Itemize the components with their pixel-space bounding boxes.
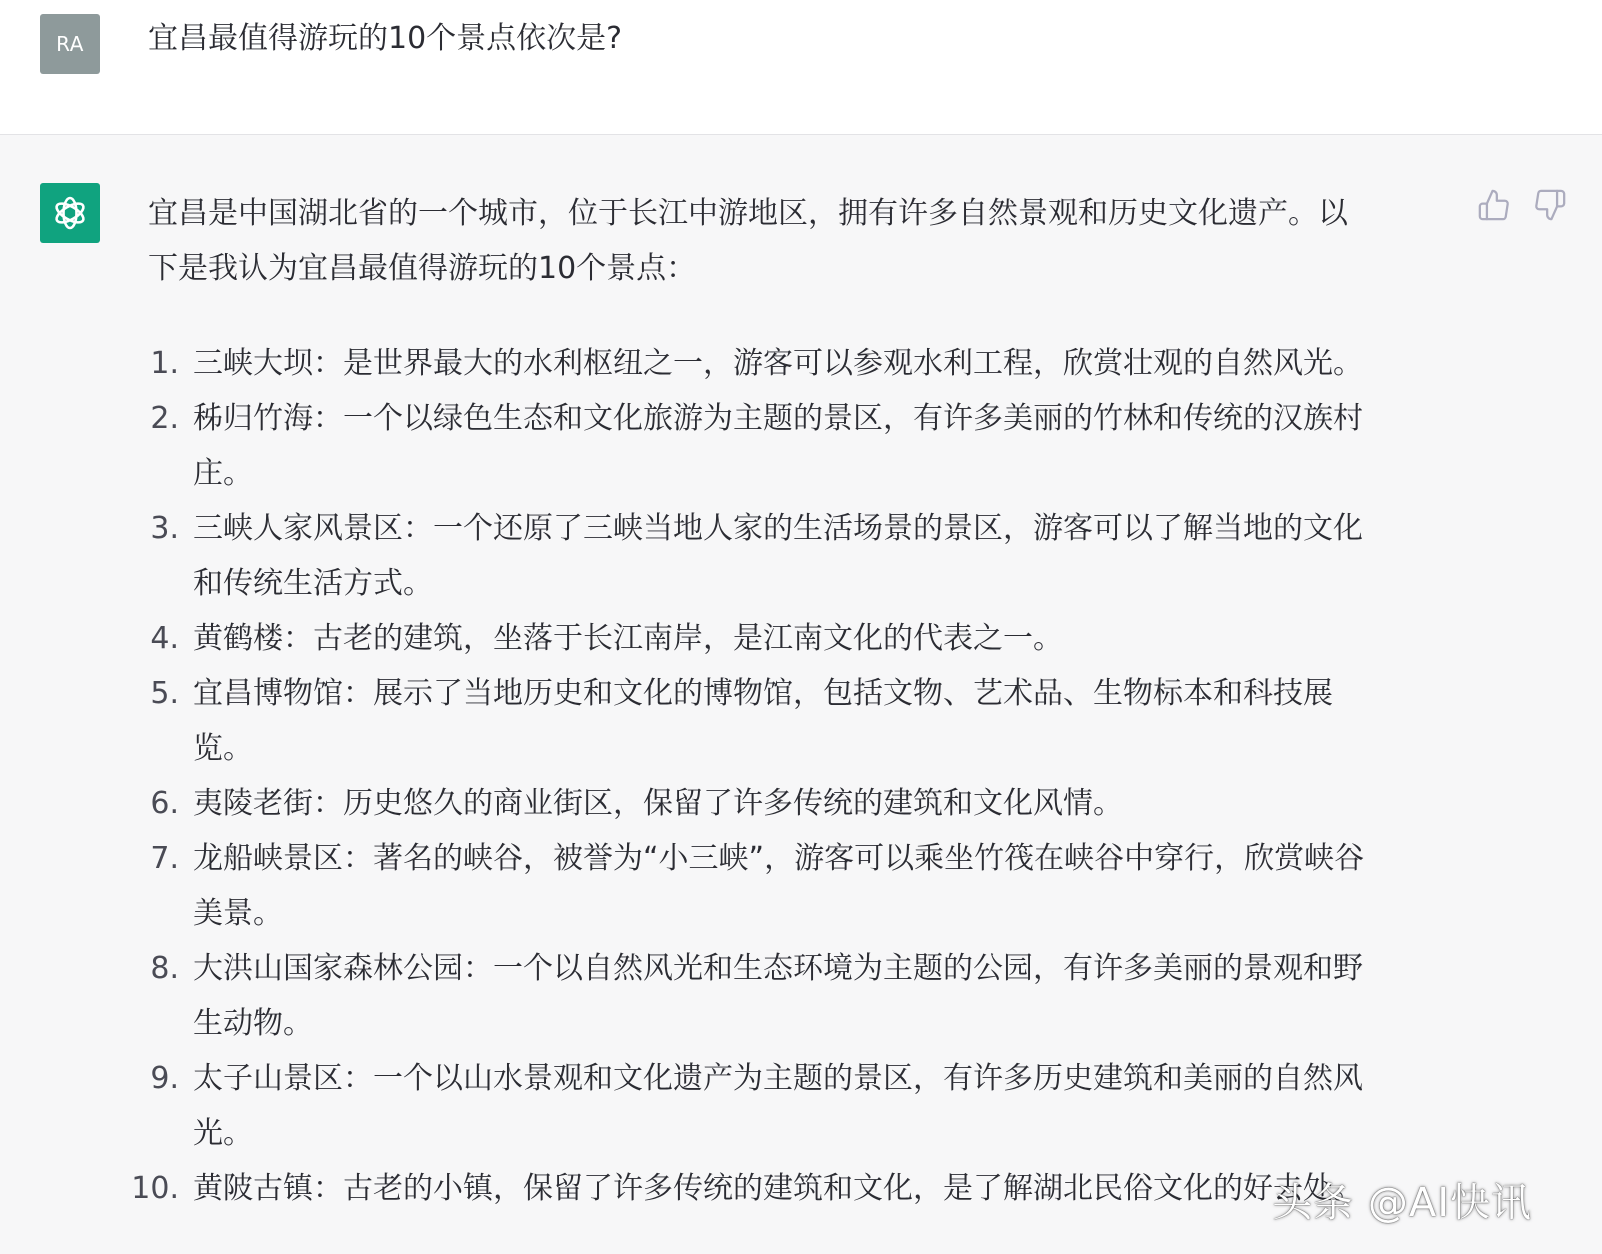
assistant-message-row [0,135,1602,1254]
list-number: 4. [150,621,179,656]
thumbs-down-button[interactable] [1530,185,1570,225]
list-number: 5. [150,676,179,711]
list-item-text: 宜昌博物馆：展示了当地历史和文化的博物馆，包括文物、艺术品、生物标本和科技展 [193,676,1333,711]
user-message-row [0,0,1602,135]
attraction-list [131,336,1448,1216]
watermark: 头条 @AI快讯 [1272,1180,1532,1226]
list-item-text: 生动物。 [193,1006,313,1041]
list-item-text: 三峡大坝：是世界最大的水利枢纽之一，游客可以参观水利工程，欣赏壮观的自然风光。 [193,346,1363,381]
list-number: 8. [150,951,179,986]
list-number: 3. [150,511,179,546]
thumbs-up-icon [1477,188,1511,222]
intro-line: 下是我认为宜昌最值得游玩的10个景点： [148,251,697,286]
list-item [148,336,1448,391]
list-item [148,666,1448,776]
list-item-text: 庄。 [193,456,253,491]
list-number: 9. [150,1061,179,1096]
list-item-text: 黄鹤楼：古老的建筑，坐落于长江南岸，是江南文化的代表之一。 [193,621,1063,656]
list-number: 2. [150,401,179,436]
list-item-text: 览。 [193,731,253,766]
list-item-text: 龙船峡景区：著名的峡谷，被誉为“小三峡”，游客可以乘坐竹筏在峡谷中穿行，欣赏峡谷 [193,841,1365,876]
list-item-text: 三峡人家风景区：一个还原了三峡当地人家的生活场景的景区，游客可以了解当地的文化 [193,511,1363,546]
thumbs-up-button[interactable] [1474,185,1514,225]
list-item-text: 夷陵老街：历史悠久的商业街区，保留了许多传统的建筑和文化风情。 [193,786,1123,821]
list-number: 7. [150,841,179,876]
list-item [131,1161,1448,1216]
assistant-intro [148,186,1448,296]
assistant-message-content [131,186,1448,1216]
list-number: 10. [131,1171,179,1206]
user-avatar-initials: RA [56,32,84,56]
list-number: 6. [150,786,179,821]
list-item [148,831,1448,941]
list-item-text: 大洪山国家森林公园：一个以自然风光和生态环境为主题的公园，有许多美丽的景观和野 [193,951,1363,986]
list-item [148,1051,1448,1161]
thumbs-down-icon [1533,188,1567,222]
list-item [148,611,1448,666]
list-item [148,941,1448,1051]
list-item-text: 黄陂古镇：古老的小镇，保留了许多传统的建筑和文化，是了解湖北民俗文化的好去处。 [193,1171,1363,1206]
user-avatar [40,14,100,74]
list-number: 1. [150,346,179,381]
list-item-text: 太子山景区：一个以山水景观和文化遗产为主题的景区，有许多历史建筑和美丽的自然风 [193,1061,1363,1096]
list-item-text: 美景。 [193,896,283,931]
list-item [148,501,1448,611]
list-item-text: 光。 [193,1116,253,1151]
list-item-text: 秭归竹海：一个以绿色生态和文化旅游为主题的景区，有许多美丽的竹林和传统的汉族村 [193,401,1363,436]
user-message-text: 宜昌最值得游玩的10个景点依次是? [148,21,623,56]
list-item-text: 和传统生活方式。 [193,566,433,601]
intro-line: 宜昌是中国湖北省的一个城市，位于长江中游地区，拥有许多自然景观和历史文化遗产。以 [148,196,1348,231]
list-item [148,776,1448,831]
list-item [148,391,1448,501]
openai-logo-icon [50,193,90,233]
assistant-avatar [40,183,100,243]
